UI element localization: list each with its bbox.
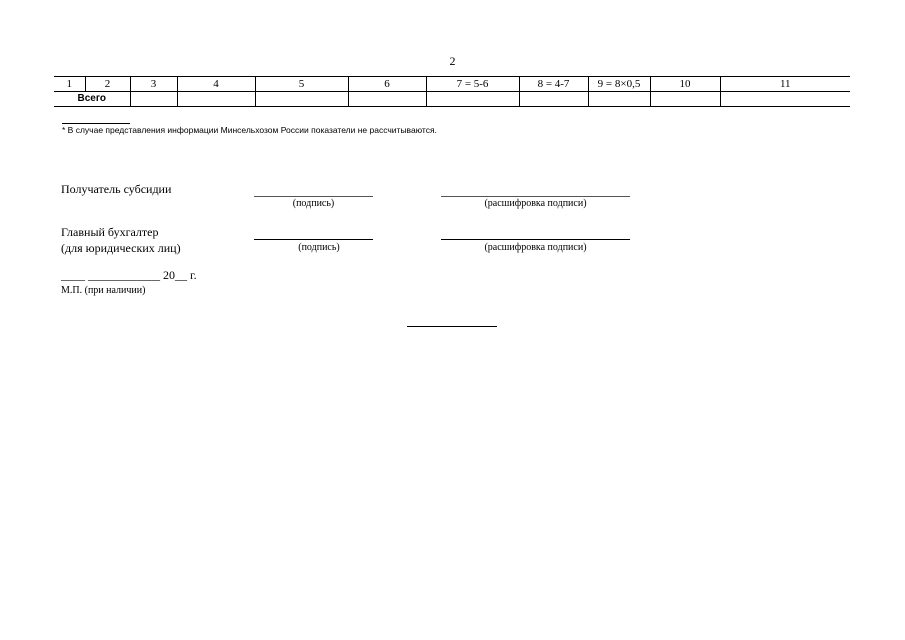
- table-header-cell: 4: [177, 77, 255, 92]
- table-header-cell: 5: [255, 77, 348, 92]
- table-header-cell: 6: [348, 77, 426, 92]
- table-cell: [177, 92, 255, 107]
- footnote-separator: [62, 123, 130, 124]
- table-cell: [720, 92, 850, 107]
- table-cell: [650, 92, 720, 107]
- total-label: Всего: [54, 92, 130, 107]
- table-cell: [519, 92, 588, 107]
- table-header-cell: 7 = 5-6: [426, 77, 519, 92]
- recipient-transcript-line: [441, 196, 630, 197]
- signature-caption: (подпись): [298, 242, 340, 253]
- recipient-label: Получатель субсидии: [61, 182, 172, 196]
- transcript-caption: (расшифровка подписи): [484, 242, 587, 253]
- table-cell: [255, 92, 348, 107]
- table-header-cell: 2: [85, 77, 130, 92]
- transcript-caption: (расшифровка подписи): [484, 198, 587, 209]
- signature-caption: (подпись): [292, 198, 335, 209]
- table-cell: [588, 92, 650, 107]
- page-number: 2: [449, 54, 456, 68]
- date-line: ____ ____________ 20__ г.: [61, 268, 197, 282]
- table-total-row: [54, 92, 850, 107]
- chief-accountant-label: Главный бухгалтер: [61, 225, 159, 239]
- table-header-cell: 8 = 4-7: [519, 77, 588, 92]
- stamp-note: М.П. (при наличии): [61, 285, 146, 296]
- accountant-signature-line: [254, 239, 373, 240]
- table-cell: [426, 92, 519, 107]
- footnote: * В случае представления информации Минсельхозом России показатели не рассчитываются.: [62, 125, 437, 135]
- table-header-cell: 9 = 8×0,5: [588, 77, 650, 92]
- table-header-row: [54, 77, 850, 92]
- table-header-cell: 3: [130, 77, 177, 92]
- table-cell: [348, 92, 426, 107]
- recipient-signature-line: [254, 196, 373, 197]
- end-rule: [407, 326, 497, 327]
- accountant-transcript-line: [441, 239, 630, 240]
- chief-accountant-sublabel: (для юридических лиц): [61, 241, 181, 255]
- table-header-cell: 1: [54, 77, 85, 92]
- table-cell: [130, 92, 177, 107]
- data-table: [54, 76, 850, 107]
- table-header-cell: 10: [650, 77, 720, 92]
- table-header-cell: 11: [720, 77, 850, 92]
